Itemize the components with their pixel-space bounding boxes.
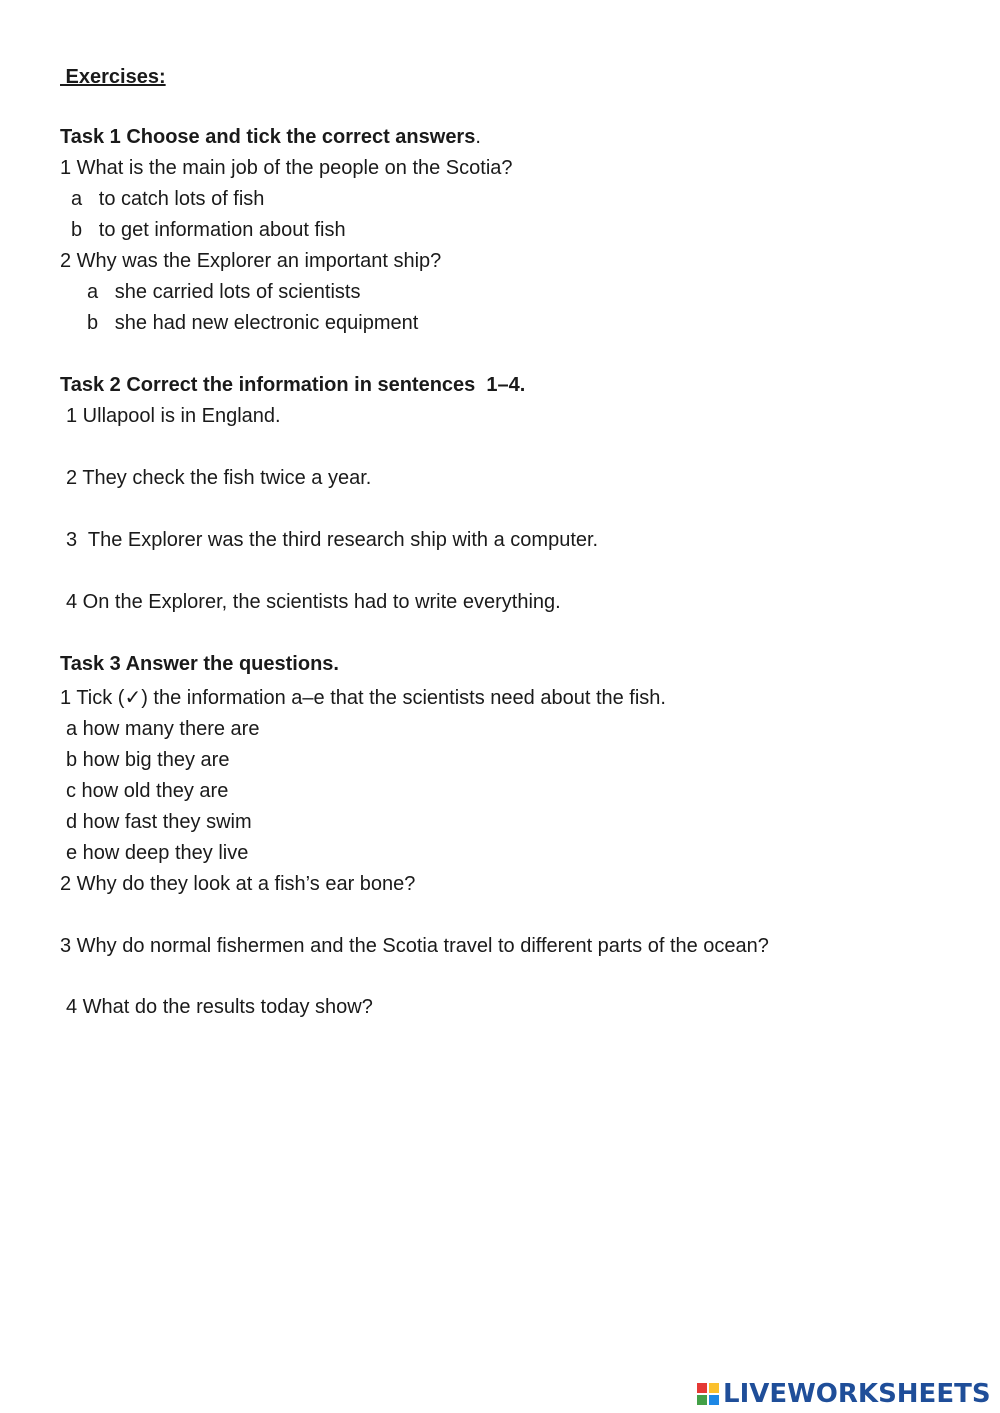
- task1-title-period: .: [475, 126, 481, 148]
- task1-q1-option-b[interactable]: b to get information about fish: [71, 219, 346, 241]
- task3-question-4: 4 What do the results today show?: [66, 996, 373, 1018]
- task1-q2-option-a[interactable]: a she carried lots of scientists: [87, 281, 361, 303]
- task1-question-1: 1 What is the main job of the people on the Scotia?: [60, 157, 513, 179]
- task3-title: Task 3 Answer the questions.: [60, 653, 339, 675]
- logo-text: LIVEWORKSHEETS: [723, 1379, 991, 1409]
- logo-mark-icon: [697, 1383, 719, 1405]
- task3-option-d[interactable]: d how fast they swim: [66, 811, 252, 833]
- task1-q2-option-b[interactable]: b she had new electronic equipment: [87, 312, 419, 334]
- task2-sentence-2: 2 They check the fish twice a year.: [66, 467, 372, 489]
- liveworksheets-logo: [697, 1378, 991, 1410]
- task2-sentence-4: 4 On the Explorer, the scientists had to write everything.: [66, 591, 561, 613]
- task3-option-e[interactable]: e how deep they live: [66, 842, 249, 864]
- task3-option-b[interactable]: b how big they are: [66, 749, 230, 771]
- task1-question-2: 2 Why was the Explorer an important ship?: [60, 250, 442, 272]
- task2-sentence-1: 1 Ullapool is in England.: [66, 405, 281, 427]
- task2-sentence-3: 3 The Explorer was the third research ship with a computer.: [66, 529, 599, 551]
- task3-option-c[interactable]: c how old they are: [66, 780, 229, 802]
- exercises-heading: Exercises:: [60, 66, 166, 88]
- task2-title: Task 2 Correct the information in sentences 1–4.: [60, 374, 526, 396]
- task3-question-1: 1 Tick (✓) the information a–e that the scientists need about the fish.: [60, 687, 666, 709]
- task1-q1-option-a[interactable]: a to catch lots of fish: [71, 188, 265, 210]
- task3-question-3: 3 Why do normal fishermen and the Scotia travel to different parts of the ocean?: [60, 935, 769, 957]
- task1-title: Task 1 Choose and tick the correct answers: [60, 126, 476, 148]
- task3-option-a[interactable]: a how many there are: [66, 718, 260, 740]
- task3-question-2: 2 Why do they look at a fish’s ear bone?: [60, 873, 416, 895]
- task1-title-line: [60, 125, 481, 149]
